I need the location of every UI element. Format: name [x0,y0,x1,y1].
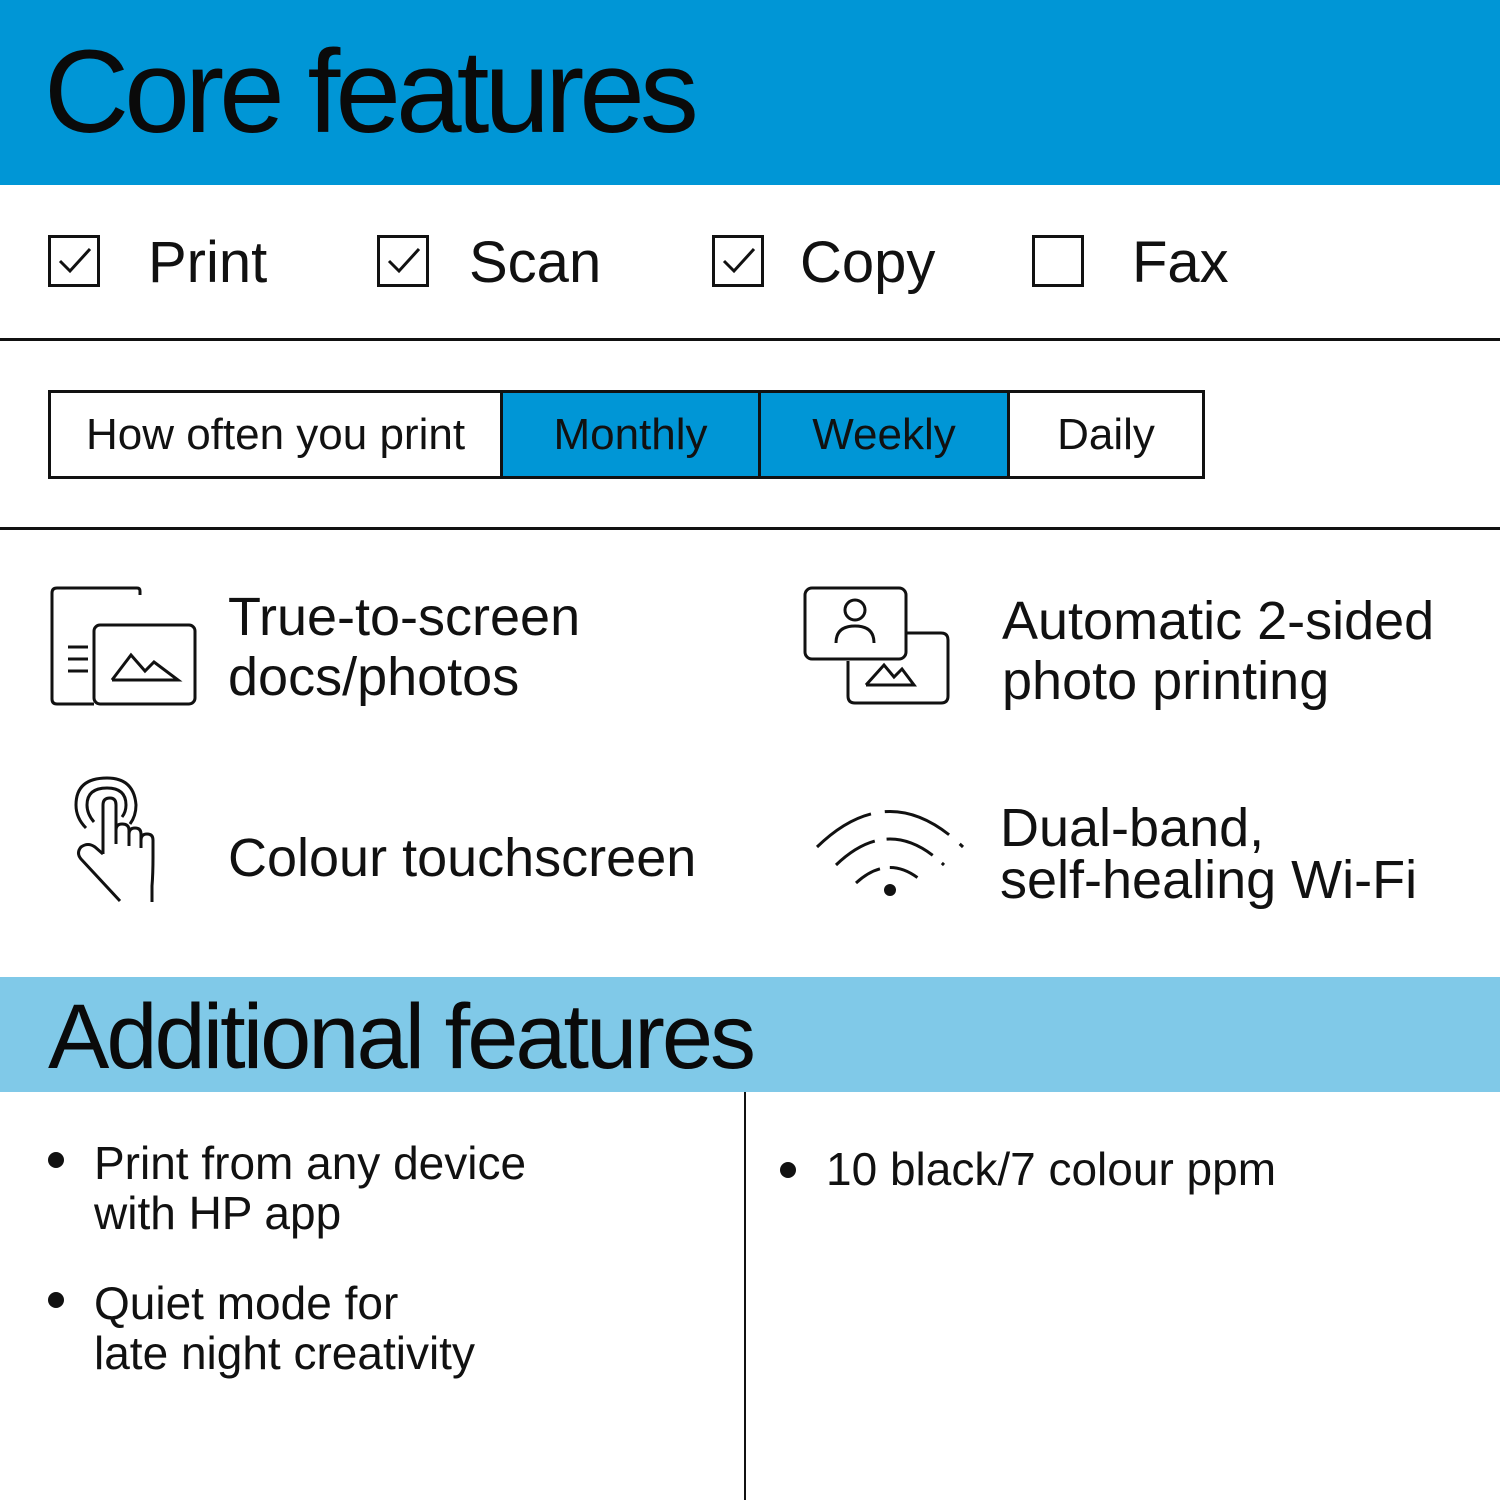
function-label-print: Print [148,230,268,295]
frequency-option-monthly: Monthly [500,393,758,476]
feature-text [228,587,580,707]
function-checklist [0,185,1500,340]
feature-text-line: Automatic 2-sided [1002,591,1435,651]
checkbox-checked-icon [377,235,429,287]
feature-text-line: Colour touchscreen [228,828,697,888]
additional-features-banner [0,977,1500,1092]
print-frequency-table [48,390,1205,479]
additional-features-left-list [48,1138,526,1378]
feature-text [228,828,696,888]
frequency-option-daily: Daily [1007,393,1202,476]
feature-text-line: photo printing [1002,651,1330,711]
additional-features-title: Additional features [48,986,754,1088]
checkbox-checked-icon [48,235,100,287]
function-label-scan: Scan [469,230,602,295]
wifi-icon [812,806,968,907]
core-features-banner [0,0,1500,185]
checkbox-empty-icon [1032,235,1084,287]
feature-text-line: True-to-screen [228,587,581,647]
core-features-title: Core features [44,26,694,158]
list-item-line: Print from any device [94,1137,527,1189]
list-item-line: 10 black/7 colour ppm [826,1143,1277,1195]
checkbox-checked-icon [712,235,764,287]
section-divider [0,527,1500,530]
feature-text [1000,798,1418,910]
bullet-icon [780,1162,796,1178]
additional-features-right-list [780,1144,1276,1194]
function-label-copy: Copy [800,230,936,295]
bullet-icon [48,1152,64,1168]
document-photo-icon [48,585,200,712]
list-item [780,1144,1276,1194]
function-label-fax: Fax [1132,230,1229,295]
feature-text-line: docs/photos [228,647,520,707]
list-item [48,1138,526,1238]
list-item-line: late night creativity [94,1327,475,1379]
frequency-option-weekly: Weekly [758,393,1007,476]
list-item-line: Quiet mode for [94,1277,399,1329]
list-item-line: with HP app [94,1187,342,1239]
column-divider [744,1092,746,1500]
list-item [48,1278,526,1378]
touch-hand-icon [72,770,176,911]
section-divider [0,338,1500,341]
feature-text-line: self-healing Wi-Fi [1000,850,1418,910]
bullet-icon [48,1292,64,1308]
feature-text-line: Dual-band, [1000,798,1265,858]
two-sided-photo-icon [802,585,954,712]
feature-text [1002,591,1434,711]
frequency-label: How often you print [85,409,466,459]
